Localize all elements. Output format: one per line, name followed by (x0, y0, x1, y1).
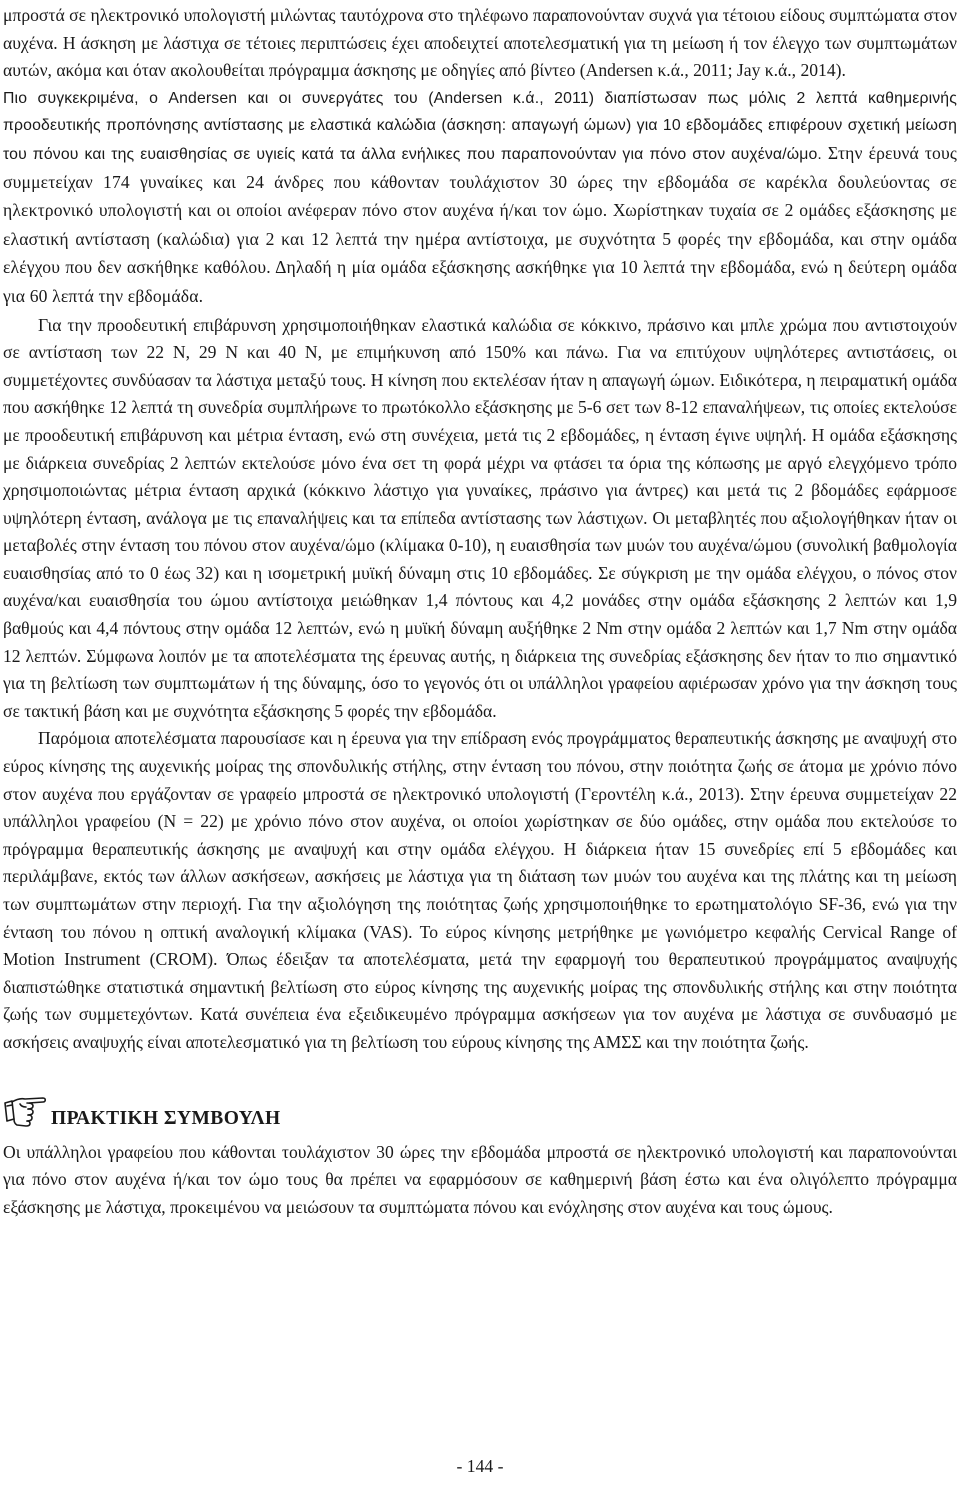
andersen-summary-text: Πιο συγκεκριμένα, ο Andersen και οι συνεργάτες του (Andersen κ.ά., 2011) διαπίστωσαν πως μόλις 2 λεπτά καθημερινής προοδευτικής προπόνησης αντίστασης με ελαστικά καλώδια (άσκηση: απαγωγή ώμων) για 10 εβδομάδες επιφέρουν σχετική μείωση του πόνου και της ευαισθησίας σε υγιείς κατά τα άλλα ενήλικες που παραπονούνταν για πόνο στον αυχένα/ώμο. (3, 89, 957, 163)
intro-paragraph: μπροστά σε ηλεκτρονικό υπολογιστή μιλώντας ταυτόχρονα στο τηλέφωνο παραπονούνταν συχνά για τέτοιου είδους συμπτώματα στον αυχένα. Η άσκηση με λάστιχα σε τέτοιες περιπτώσεις έχει αποδειχτεί αποτελεσματική για τη μείωση ή τον έλεγχο των συμπτωμάτων αυτών, ακόμα και όταν ακολουθείται πρόγραμμα άσκησης με οδηγίες από βίντεο (Andersen κ.ά., 2011; Jay κ.ά., 2014). (3, 5, 957, 81)
progression-paragraph: Για την προοδευτική επιβάρυνση χρησιμοποιήθηκαν ελαστικά καλώδια σε κόκκινο, πράσινο και μπλε χρώμα που αντιστοιχούν σε αντίσταση των 22 N, 29 N και 40 N, με επιμήκυνση από 150% και πάνω. Για να επιτύχουν υψηλότερες αντιστάσεις, οι συμμετέχοντες συνδύασαν τα λάστιχα μεταξύ τους. Η κίνηση που εκτελέσαν ήταν η απαγωγή ώμων. Ειδικότερα, η πειραματική ομάδα που ασκήθηκε 12 λεπτά τη συνεδρία συμπλήρωνε το πρωτόκολλο εξάσκησης με 5-6 σετ των 8-12 επαναλήψεων, τις οποίες εκτελούσε με προοδευτική επιβάρυνση και μέτρια ένταση, ενώ στη συνέχεια, μετά τις 2 εβδομάδες, η ένταση έγινε υψηλή. Η ομάδα εξάσκησης με διάρκεια συνεδρίας 2 λεπτών εκτελούσε μόνο ένα σετ τη φορά μέχρι να φτάσει τα όρια της κόπωσης με αργό ελεγχόμενο τρόπο χρησιμοποιώντας μέτρια ένταση αρχικά (κόκκινο λάστιχο για γυναίκες, πράσινο για άντρες) και μετά τις 2 βδομάδες εφάρμοσε υψηλότερη ένταση, ανάλογα με τις επαναλήψεις και τα επίπεδα αντίστασης των λάστιχων. Οι μεταβλητές που αξιολογήθηκαν ήταν οι μεταβολές στην ένταση του πόνου στον αυχένα/ώμο (κλίμακα 0-10), η ευαισθησία των μυών του αυχένα/ώμου (συνολική βαθμολογία ευαισθησίας από το 0 έως 32) και η ισομετρική μυϊκή δύναμη στις 10 εβδομάδες. Σε σύγκριση με την ομάδα ελέγχου, ο πόνος στον αυχένα/και ευαισθησία του ώμου αντίστοιχα μειώθηκαν 1,4 πόντους και 4,2 μονάδες στην ομάδα εξάσκησης 2 λεπτών και 1,9 βαθμούς και 4,4 πόντους στην ομάδα 12 λεπτών, ενώ η μυϊκή δύναμη αυξήθηκε 2 Nm στην ομάδα 2 λεπτών και 1,7 Nm στην ομάδα 12 λεπτών. Σύμφωνα λοιπόν με τα αποτελέσματα της έρευνας αυτής, η διάρκεια της συνεδρίας εξάσκησης δεν ήταν το πιο σημαντικό για τη βελτίωση των συμπτωμάτων ή της δύναμης, όσο το γεγονός ότι οι υπάλληλοι γραφείου αφιέρωσαν χρόνο για την άσκηση τους σε τακτική βάση και με συχνότητα εξάσκησης 5 φορές την εβδομάδα. (3, 314, 957, 721)
practical-tip-heading (3, 1087, 957, 1131)
pointing-hand-icon (3, 1089, 49, 1131)
relaxation-paragraph: Παρόμοια αποτελέσματα παρουσίασε και η έρευνα για την επίδραση ενός προγράμματος θεραπευτικής άσκησης με αναψυχή στο εύρος κίνησης της αυχενικής μοίρας της σπονδυλικής στήλης, στην ένταση του πόνου, στην ποιότητα ζωής σε άτομα με χρόνιο πόνο στον αυχένα που εργάζονταν σε γραφείο μπροστά σε ηλεκτρονικό υπολογιστή (Γεροντέλη κ.ά., 2013). Στην έρευνα συμμετείχαν 22 υπάλληλοι γραφείου (N = 22) με χρόνιο πόνο στον αυχένα, οι οποίοι χωρίστηκαν σε δύο ομάδες, στην ομάδα που εκτελούσε το πρόγραμμα θεραπευτικής άσκησης με αναψυχή και στην ομάδα ελέγχου. Η διάρκεια ήταν 15 συνεδρίες επί 5 εβδομάδες και περιλάμβανε, εκτός των άλλων ασκήσεων, ασκήσεις με λάστιχα για τη διάταση των μυών του αυχένα και της πλάτης και τη μείωση των συμπτωμάτων στην περιοχή. Για την αξιολόγηση της ποιότητας ζωής χρησιμοποιήθηκε το ερωτηματολόγιο SF-36, ενώ για την ένταση του πόνου η οπτική αναλογική κλίμακα (VAS). Το εύρος κίνησης μετρήθηκε με γωνιόμετρο κεφαλής Cervical Range of Motion Instrument (CROM). Όπως έδειξαν τα αποτελέσματα, μετά την εφαρμογή του θεραπευτικού προγράμματος αναψυχής διαπιστώθηκε στατιστικά σημαντική βελτίωση στο εύρος κίνησης της αυχενικής μοίρας της σπονδυλικής στήλης και στην ποιότητα ζωής των συμμετεχόντων. Κατά συνέπεια ένα εξειδικευμένο πρόγραμμα ασκήσεων για τον αυχένα με λάστιχα σε συνδυασμό με ασκήσεις αναψυχής είναι αποτελεσματικό για τη βελτίωση του εύρους κίνησης της ΑΜΣΣ και την ποιότητα ζωής. (3, 728, 957, 1052)
andersen-study-details: Στην έρευνά τους συμμετείχαν 174 γυναίκες και 24 άνδρες που κάθονταν τουλάχιστον 30 ώρες την εβδομάδα σε καρέκλα δουλεύοντας σε ηλεκτρονικό υπολογιστή και οι οποίοι ανέφεραν πόνο στον αυχένα ή/και τον ώμο. Χωρίστηκαν τυχαία σε 2 ομάδες εξάσκησης με ελαστική αντίσταση (καλώδια) για 2 και 12 λεπτά την ημέρα αντίστοιχα, με συχνότητα 5 φορές την εβδομάδα, και στην ομάδα ελέγχου που δεν ασκήθηκε καθόλου. Δηλαδή η μία ομάδα εξάσκησης ασκήθηκε για 10 λεπτά την εβδομάδα, ενώ η δεύτερη ομάδα για 60 λεπτά την εβδομάδα. (3, 142, 957, 306)
andersen-paragraph (3, 85, 957, 312)
practical-tip-text: Οι υπάλληλοι γραφείου που κάθονται τουλάχιστον 30 ώρες την εβδομάδα μπροστά σε ηλεκτρονικό υπολογιστή και παραπονούνται για πόνο στον αυχένα ή/και τον ώμο τους θα πρέπει να εφαρμόσουν σε καθημερινή βάση έστω και ένα ολιγόλεπτο πρόγραμμα εξάσκησης με λάστιχα, προκειμένου να μειώσουν τα συμπτώματα πόνου και ενόχλησης στον αυχένα και τους ώμους. (3, 1141, 957, 1217)
practical-tip-title: ΠΡΑΚΤΙΚΗ ΣΥΜΒΟΥΛΗ (51, 1107, 281, 1129)
page-number: - 144 - (456, 1456, 504, 1476)
